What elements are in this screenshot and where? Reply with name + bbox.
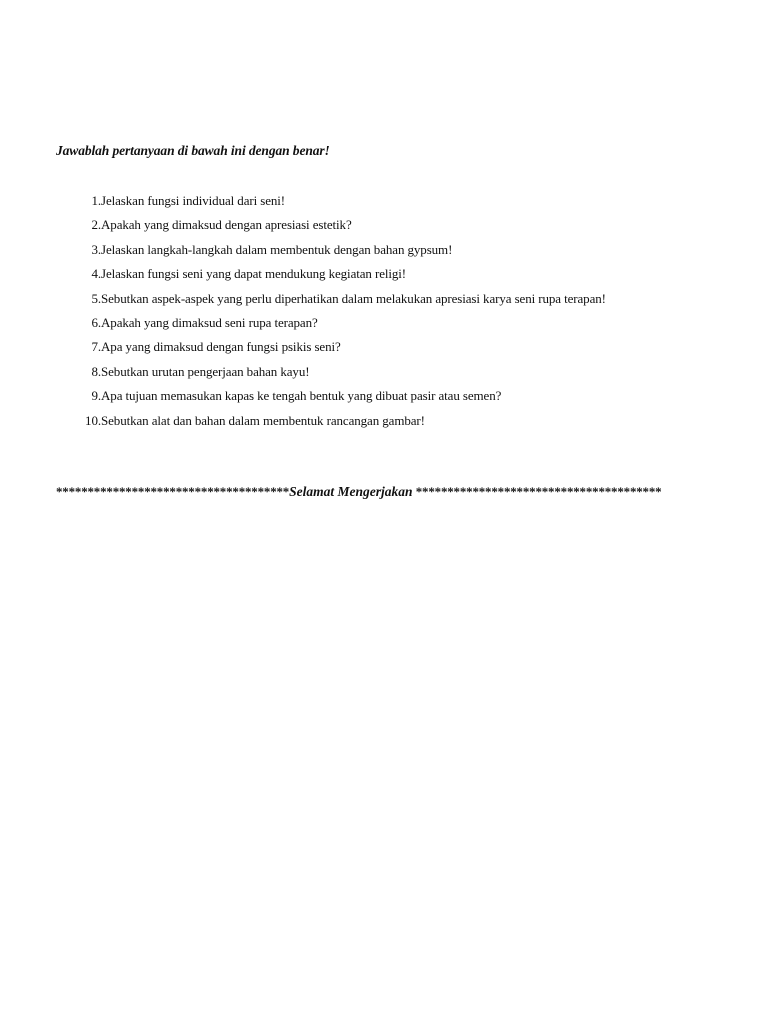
question-list xyxy=(56,191,736,435)
question-number: 1. xyxy=(91,193,101,208)
instruction-heading: Jawablah pertanyaan di bawah ini dengan benar! xyxy=(56,143,330,158)
question-number: 7. xyxy=(91,339,101,355)
question-text: Jelaskan fungsi individual dari seni! xyxy=(101,193,286,208)
question-item xyxy=(56,240,736,264)
question-number: 6. xyxy=(91,314,101,330)
question-text: Apa yang dimaksud dengan fungsi psikis seni? xyxy=(101,339,341,355)
closing-text: Selamat Mengerjakan xyxy=(289,484,413,499)
question-number: 10. xyxy=(85,412,101,428)
question-number: 8. xyxy=(91,363,101,379)
question-text: Apa tujuan memasukan kapas ke tengah bentuk yang dibuat pasir atau semen? xyxy=(101,388,502,404)
question-text: Jelaskan fungsi seni yang dapat mendukung kegiatan religi! xyxy=(101,266,407,282)
question-number: 4. xyxy=(91,266,101,282)
question-item xyxy=(56,215,736,239)
question-text: Sebutkan aspek-aspek yang perlu diperhatikan dalam melakukan apresiasi karya seni rupa terapan! xyxy=(101,290,606,306)
question-text: Apakah yang dimaksud seni rupa terapan? xyxy=(101,314,318,330)
closing-line xyxy=(56,484,716,500)
question-number: 2. xyxy=(91,217,101,233)
question-text: Jelaskan langkah-langkah dalam membentuk dengan bahan gypsum! xyxy=(101,241,453,257)
question-text: Apakah yang dimaksud dengan apresiasi estetik? xyxy=(101,217,352,233)
question-item xyxy=(56,264,736,288)
question-text: Sebutkan urutan pengerjaan bahan kayu! xyxy=(101,363,310,379)
question-number: 3. xyxy=(91,241,101,257)
question-text: Sebutkan alat dan bahan dalam membentuk rancangan gambar! xyxy=(101,412,425,428)
question-item xyxy=(56,289,736,313)
question-item xyxy=(56,337,736,361)
question-item xyxy=(56,362,736,386)
question-item xyxy=(56,191,736,215)
closing-stars-right: *************************************** xyxy=(415,484,662,499)
question-item xyxy=(56,313,736,337)
closing-stars-left: ************************************* xyxy=(56,484,290,499)
question-number: 9. xyxy=(91,388,101,404)
question-item xyxy=(56,386,736,410)
question-item xyxy=(56,411,736,435)
question-number: 5. xyxy=(91,290,101,306)
